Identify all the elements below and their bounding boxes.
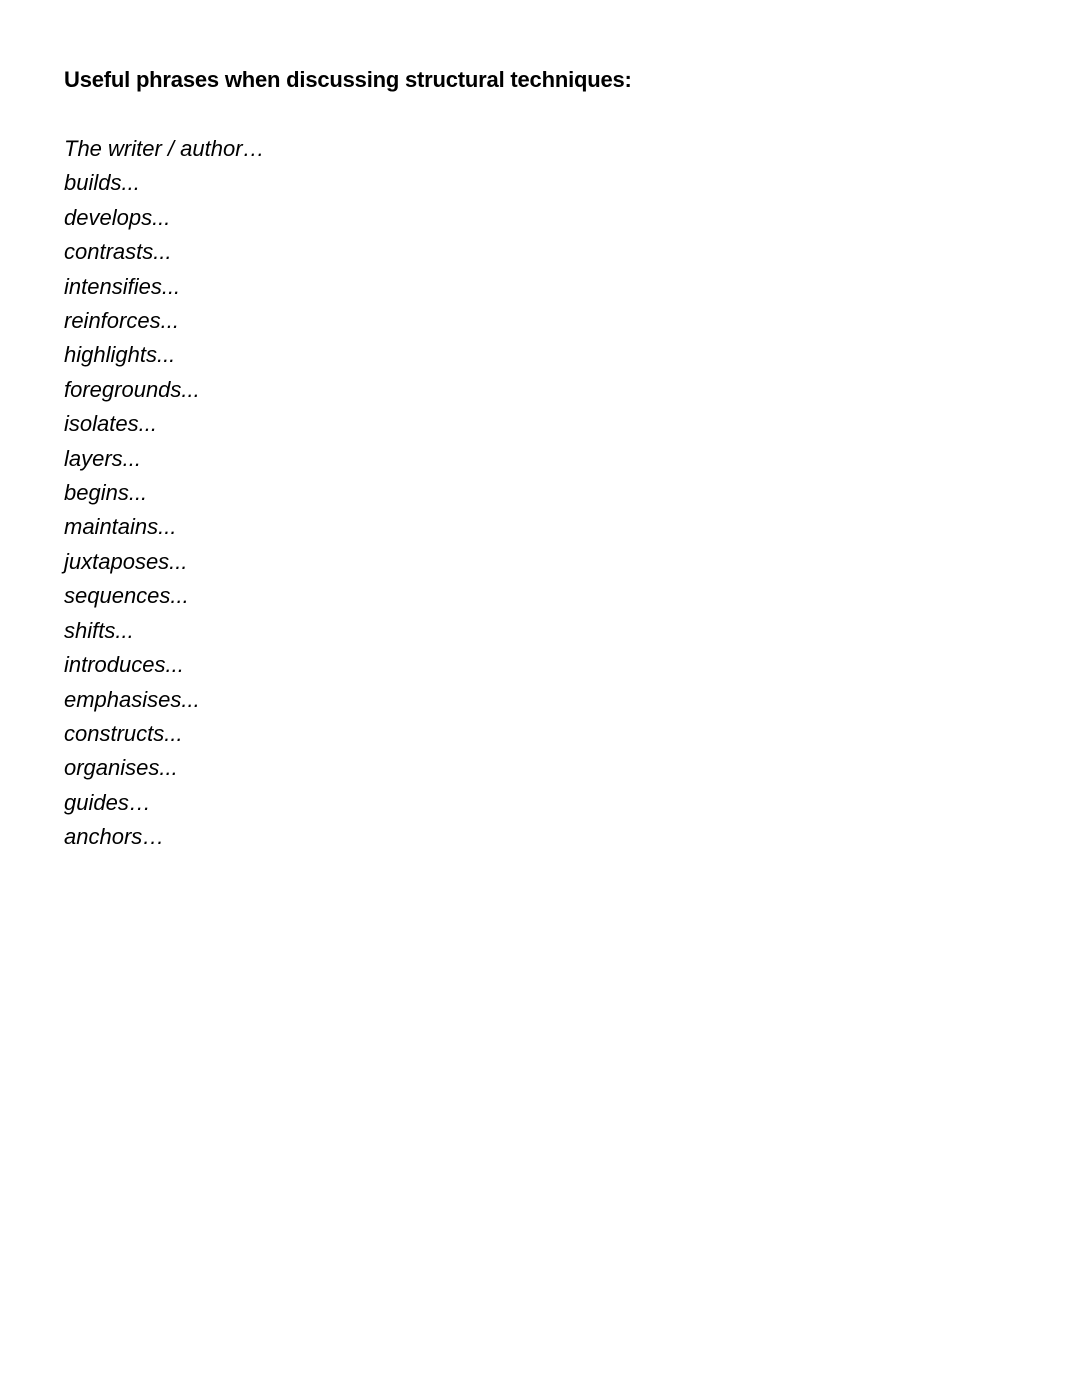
list-item: organises...: [64, 755, 178, 781]
list-item: highlights...: [64, 342, 176, 368]
list-item: contrasts...: [64, 239, 172, 265]
list-item: layers...: [64, 445, 142, 471]
list-item: juxtaposes...: [64, 548, 188, 574]
list-item: builds...: [64, 170, 140, 196]
list-item: maintains...: [64, 514, 177, 540]
document-page: [64, 64, 1024, 855]
list-item: constructs...: [64, 720, 183, 746]
phrase-list: [64, 166, 1024, 854]
list-item: develops...: [64, 204, 171, 230]
list-item: reinforces...: [64, 308, 179, 334]
list-item: anchors…: [64, 824, 165, 850]
list-item: introduces...: [64, 652, 184, 678]
list-item: shifts...: [64, 617, 134, 643]
intro-phrase: The writer / author…: [64, 136, 265, 161]
page-title: Useful phrases when discussing structural techniques:: [64, 67, 632, 92]
list-item: foregrounds...: [64, 376, 200, 402]
list-item: guides…: [64, 789, 151, 815]
list-item: sequences...: [64, 583, 189, 609]
list-item: begins...: [64, 480, 148, 506]
list-item: isolates...: [64, 411, 157, 437]
list-item: intensifies...: [64, 273, 181, 299]
list-item: emphasises...: [64, 686, 200, 712]
